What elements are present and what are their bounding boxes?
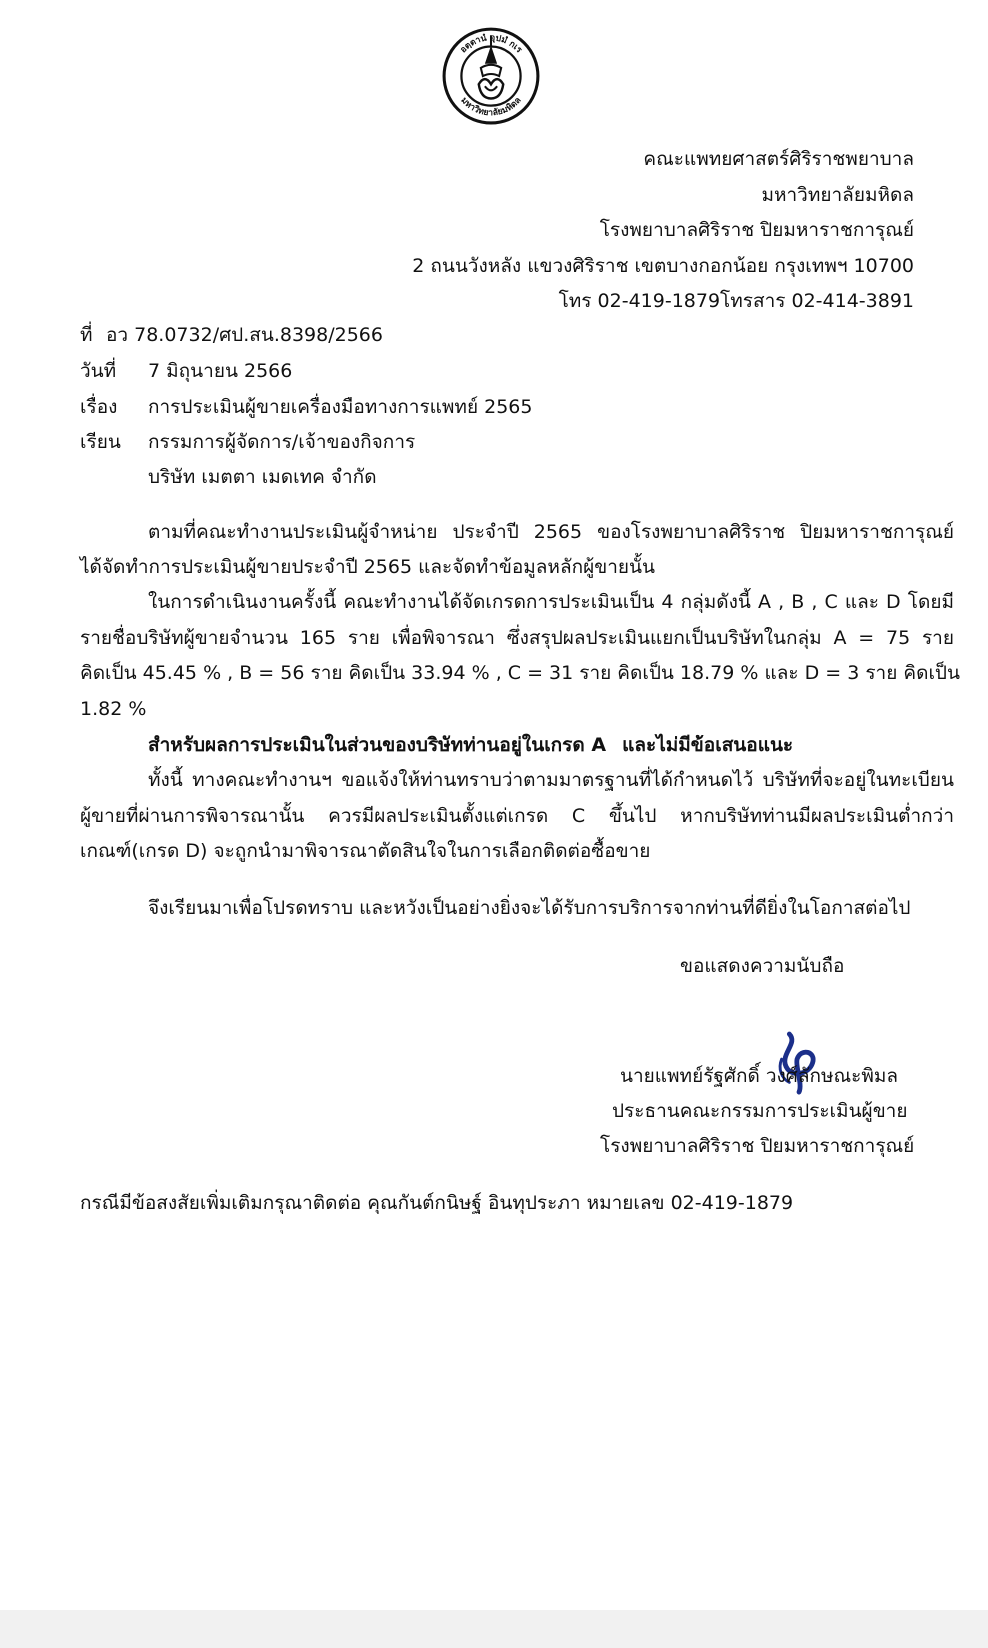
para5-closing-sentence: จึงเรียนมาเพื่อโปรดทราบ และหวังเป็นอย่างยิ่งจะได้รับการบริการจากท่านที่ดียิ่งในโอกาสต่อไป [148, 897, 911, 919]
para2-line1: ในการดำเนินงานครั้งนี้ คณะทำงานได้จัดเกรดการประเมินเป็น 4 กลุ่มดังนี้ A , B , C และ D โดยมี [148, 591, 954, 613]
date-label: วันที่ [80, 360, 117, 382]
para4-line3: เกณฑ์(เกรด D) จะถูกนำมาพิจารณาตัดสินใจในการเลือกติดต่อซื้อขาย [80, 840, 651, 862]
letter-date: 7 มิถุนายน 2566 [148, 360, 293, 382]
sender-address: 2 ถนนวังหลัง แขวงศิริราช เขตบางกอกน้อย กรุงเทพฯ 10700 [412, 255, 914, 277]
para1-line2: ได้จัดทำการประเมินผู้ขายประจำปี 2565 และจัดทำข้อมูลหลักผู้ขายนั้น [80, 556, 656, 578]
sender-university: มหาวิทยาลัยมหิดล [761, 184, 914, 206]
contact-note: กรณีมีข้อสงสัยเพิ่มเติมกรุณาติดต่อ คุณกันต์กนิษฐ์ อินทุประภา หมายเลข 02-419-1879 [80, 1192, 794, 1214]
recipient-title: กรรมการผู้จัดการ/เจ้าของกิจการ [148, 431, 416, 453]
para2-line4: 1.82 % [80, 698, 147, 720]
grade-result-note: และไม่มีข้อเสนอแนะ [622, 734, 794, 756]
signatory-position: ประธานคณะกรรมการประเมินผู้ขาย [612, 1100, 908, 1122]
svg-text:อตฺตานํ อุปมํ กเร: อตฺตานํ อุปมํ กเร [458, 33, 524, 56]
signatory-name: นายแพทย์รัฐศักดิ์ วงศ์ลักษณะพิมล [620, 1065, 899, 1087]
ref-label: ที่ [80, 324, 93, 346]
closing-regards: ขอแสดงความนับถือ [680, 955, 845, 977]
sender-phone-fax: โทร 02-419-1879โทรสาร 02-414-3891 [558, 290, 914, 312]
para1-line1: ตามที่คณะทำงานประเมินผู้จำหน่าย ประจำปี 2565 ของโรงพยาบาลศิริราช ปิยมหาราชการุณย์ [148, 521, 954, 543]
svg-text:มหาวิทยาลัยมหิดล: มหาวิทยาลัยมหิดล [458, 95, 524, 119]
mahidol-university-seal-icon [440, 22, 542, 126]
recipient-label: เรียน [80, 431, 121, 453]
letter-subject: การประเมินผู้ขายเครื่องมือทางการแพทย์ 2565 [148, 396, 533, 418]
para4-line1: ทั้งนี้ ทางคณะทำงานฯ ขอแจ้งให้ท่านทราบว่าตามมาตรฐานที่ได้กำหนดไว้ บริษัทที่จะอยู่ในทะเบียน [148, 769, 954, 791]
subject-label: เรื่อง [80, 396, 118, 418]
recipient-company: บริษัท เมตตา เมดเทค จำกัด [148, 466, 377, 488]
signatory-organization: โรงพยาบาลศิริราช ปิยมหาราชการุณย์ [600, 1135, 915, 1157]
para2-line2: รายชื่อบริษัทผู้ขายจำนวน 165 ราย เพื่อพิจารณา ซึ่งสรุปผลประเมินแยกเป็นบริษัทในกลุ่ม A = 75 ราย [80, 627, 954, 649]
para2-line3: คิดเป็น 45.45 % , B = 56 ราย คิดเป็น 33.94 % , C = 31 ราย คิดเป็น 18.79 % และ D = 3 ราย คิดเป็น [80, 662, 960, 684]
ref-number: อว 78.0732/ศป.สน.8398/2566 [106, 324, 383, 346]
para4-line2: ผู้ขายที่ผ่านการพิจารณานั้น ควรมีผลประเมินตั้งแต่เกรด C ขึ้นไป หากบริษัทท่านมีผลประเมินต่ำกว่า [80, 805, 954, 827]
sender-hospital: โรงพยาบาลศิริราช ปิยมหาราชการุณย์ [599, 219, 914, 241]
grade-result-bold: สำหรับผลการประเมินในส่วนของบริษัทท่านอยู่ในเกรด A [148, 734, 607, 756]
grade-result-line [148, 732, 793, 758]
sender-faculty: คณะแพทยศาสตร์ศิริราชพยาบาล [643, 148, 914, 170]
